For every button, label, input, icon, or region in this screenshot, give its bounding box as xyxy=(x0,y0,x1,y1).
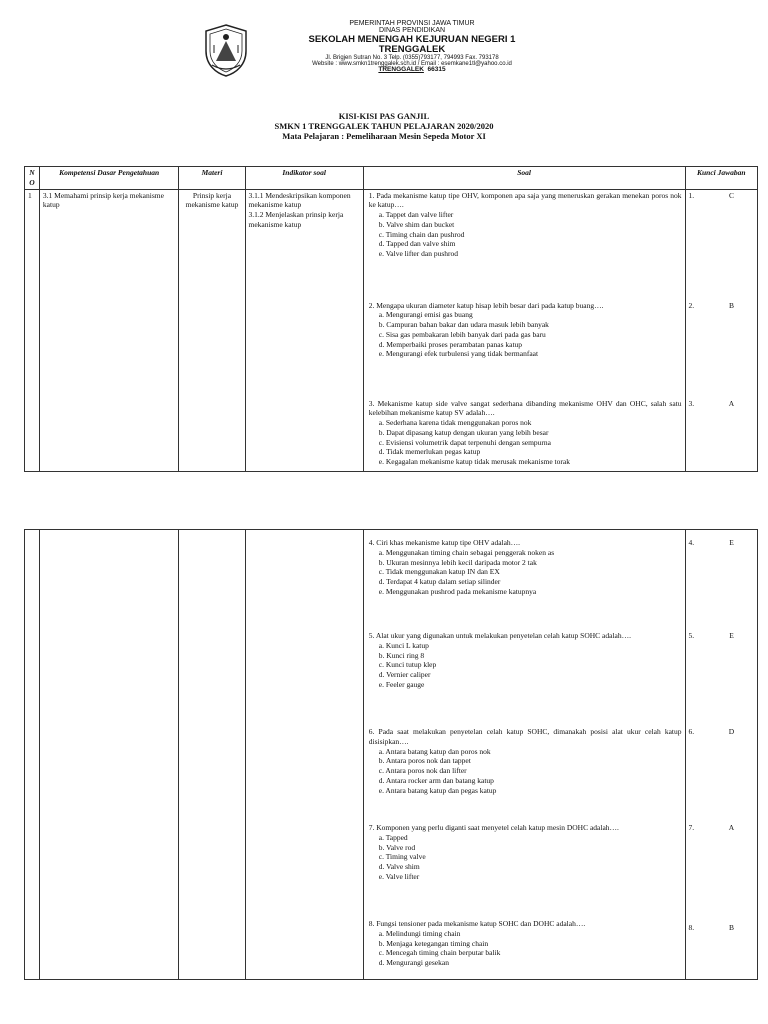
question-7 xyxy=(367,823,682,919)
option-e: e. Valve lifter xyxy=(378,871,420,881)
title-line-3: Mata Pelajaran : Pemeliharaan Mesin Sepeda Motor XI xyxy=(282,131,486,142)
option-list xyxy=(367,929,682,968)
title-line-1: KISI-KISI PAS GANJIL xyxy=(338,111,430,121)
option-b: b. Campuran bahan bakar dan udara masuk lebih banyak xyxy=(378,320,549,329)
kompetensi-cell xyxy=(39,530,179,980)
option-list xyxy=(367,418,682,467)
grid-table-part-2 xyxy=(24,529,758,980)
answer-number: 5. xyxy=(688,631,695,640)
answer-key: A xyxy=(728,398,735,408)
answer-8 xyxy=(689,919,754,933)
answer-6 xyxy=(689,727,754,823)
option-b: b. Dapat dipasang katup dengan ukuran yang lebih besar xyxy=(378,427,549,437)
department-name: DINAS PENDIDIKAN xyxy=(378,27,446,35)
option-d: d. Antara rocker arm dan batang katup xyxy=(378,775,494,785)
question-stem: 4. Ciri khas mekanisme katup tipe OHV adalah…. xyxy=(368,538,521,547)
school-address: Jl. Brigjen Sutran No. 3 Telp. (0355)793177, 794993 Fax. 793178 xyxy=(325,54,499,61)
option-a: a. Sederhana karena tidak menggunakan poros nok xyxy=(378,418,532,427)
kunci-cell xyxy=(685,189,757,471)
answer-3 xyxy=(689,399,754,409)
document-title xyxy=(0,111,768,142)
header-kunci: Kunci Jawaban xyxy=(685,167,757,190)
answer-number: 4. xyxy=(688,538,695,547)
option-list xyxy=(367,641,682,690)
option-c: c. Timing chain dan pushrod xyxy=(378,229,465,239)
option-list xyxy=(367,548,682,597)
answer-key: E xyxy=(729,538,734,547)
option-c: c. Mencegah timing chain berputar balik xyxy=(378,948,501,958)
header-materi: Materi xyxy=(179,167,245,190)
option-a: a. Tapped xyxy=(378,832,408,842)
indikator-cell xyxy=(245,189,363,471)
row-number xyxy=(25,530,40,980)
option-e: e. Antara batang katup dan pegas katup xyxy=(378,785,497,795)
question-stem: 3. Mekanisme katup side valve sangat sederhana dibanding mekanisme OHV dan OHC, salah satu kelebihan mekanisme katup SV adalah…. xyxy=(368,398,682,418)
question-5 xyxy=(367,631,682,727)
option-d: d. Tapped dan valve shim xyxy=(378,239,456,249)
question-stem: 7. Komponen yang perlu diganti saat menyetel celah katup mesin DOHC adalah…. xyxy=(368,823,619,832)
school-city: TRENGGALEK xyxy=(378,43,446,55)
government-name: PEMERINTAH PROVINSI JAWA TIMUR xyxy=(349,20,475,27)
materi-cell: Prinsip kerja mekanisme katup xyxy=(179,189,245,471)
header-no: N O xyxy=(25,167,40,190)
option-e: e. Menggunakan pushrod pada mekanisme katupnya xyxy=(378,586,537,596)
answer-key: C xyxy=(729,190,735,200)
option-e: e. Feeler gauge xyxy=(378,679,425,689)
soal-cell xyxy=(363,189,685,471)
postal-line xyxy=(262,67,562,74)
table-row xyxy=(25,530,758,980)
option-b: b. Antara poros nok dan tappet xyxy=(378,756,471,766)
soal-cell xyxy=(363,530,685,980)
option-b: b. Kunci ring 8 xyxy=(378,650,425,660)
option-b: b. Valve shim dan bucket xyxy=(378,219,455,229)
option-d: d. Tidak memerlukan pegas katup xyxy=(378,447,481,457)
answer-1 xyxy=(689,191,754,301)
question-stem: 8. Fungsi tensioner pada mekanisme katup SOHC dan DOHC adalah…. xyxy=(368,919,586,928)
answer-key: A xyxy=(728,823,735,832)
option-a: a. Kunci L katup xyxy=(378,640,429,650)
answer-key: B xyxy=(729,923,735,932)
question-stem: 5. Alat ukur yang digunakan untuk melakukan penyetelan celah katup SOHC adalah…. xyxy=(368,631,631,640)
option-d: d. Mengurangi gesekan xyxy=(378,958,449,967)
header-indikator: Indikator soal xyxy=(245,167,363,190)
row-number: 1 xyxy=(25,189,40,471)
question-stem: 2. Mengapa ukuran diameter katup hisap lebih besar dari pada katup buang…. xyxy=(368,300,604,310)
option-d: d. Vernier caliper xyxy=(378,670,431,679)
answer-key: B xyxy=(729,300,735,310)
option-a: a. Tappet dan valve lifter xyxy=(378,210,454,219)
answer-5 xyxy=(689,631,754,727)
option-b: b. Valve rod xyxy=(378,842,416,852)
title-line-2: SMKN 1 TRENGGALEK TAHUN PELAJARAN 2020/2020 xyxy=(274,121,494,132)
province-crest-icon xyxy=(202,23,250,77)
option-c: c. Timing valve xyxy=(378,852,426,862)
kompetensi-cell: 3.1 Memahami prinsip kerja mekanisme katup xyxy=(39,189,179,471)
option-c: c. Evisiensi volumetrik dapat terpenuhi dengan sempurna xyxy=(378,437,552,447)
answer-number: 8. xyxy=(688,923,695,932)
school-website: Website : www.smkn1trenggalek.sch.id / Email : esemkane1tl@yahoo.co.id xyxy=(312,60,512,67)
grid-table-part-1 xyxy=(24,166,758,472)
option-list xyxy=(367,747,682,796)
question-8 xyxy=(367,919,682,968)
question-1 xyxy=(367,191,682,301)
materi-cell xyxy=(179,530,245,980)
answer-number: 2. xyxy=(688,300,695,310)
option-d: d. Terdapat 4 katup dalam setiap silinder xyxy=(378,577,501,586)
option-e: e. Mengurangi efek turbulensi yang tidak bermanfaat xyxy=(378,349,539,359)
kunci-cell xyxy=(685,530,757,980)
option-b: b. Ukuran mesinnya lebih kecil daripada motor 2 tak xyxy=(378,557,537,567)
question-3 xyxy=(367,399,682,467)
answer-number: 6. xyxy=(688,727,695,736)
option-c: c. Sisa gas pembakaran lebih banyak dari pada gas baru xyxy=(378,329,546,339)
option-c: c. Antara poros nok dan lifter xyxy=(378,766,467,775)
school-name: SEKOLAH MENENGAH KEJURUAN NEGERI 1 xyxy=(308,33,516,45)
question-6 xyxy=(367,727,682,823)
answer-number: 3. xyxy=(688,398,695,408)
question-2 xyxy=(367,301,682,399)
table-row xyxy=(25,189,758,471)
option-d: d. Valve shim xyxy=(378,862,420,871)
option-list xyxy=(367,310,682,359)
indikator-2: 3.1.2 Menjelaskan prinsip kerja mekanisme katup xyxy=(248,210,344,229)
answer-4 xyxy=(689,538,754,631)
letterhead xyxy=(202,20,564,80)
postal-code: 66315 xyxy=(427,66,446,74)
option-a: a. Melindungi timing chain xyxy=(378,928,461,938)
answer-2 xyxy=(689,301,754,399)
question-stem: 1. Pada mekanisme katup tipe OHV, komponen apa saja yang meneruskan gerakan menekan poros nok ke katup…. xyxy=(368,190,682,210)
question-4 xyxy=(367,538,682,631)
answer-key: E xyxy=(729,631,734,640)
indikator-1: 3.1.1 Mendeskripsikan komponen mekanisme katup xyxy=(248,190,351,210)
option-c: c. Kunci tutup klep xyxy=(378,660,437,670)
question-stem: 6. Pada saat melakukan penyetelan celah katup SOHC, dimanakah posisi alat ukur celah katup disisipkan…. xyxy=(368,727,682,746)
header-kompetensi: Kompetensi Dasar Pengetahuan xyxy=(39,167,179,190)
answer-number: 7. xyxy=(688,823,695,832)
answer-7 xyxy=(689,823,754,919)
option-list xyxy=(367,833,682,882)
option-a: a. Mengurangi emisi gas buang xyxy=(378,310,473,320)
option-a: a. Menggunakan timing chain sebagai penggerak noken as xyxy=(378,547,555,557)
option-c: c. Tidak menggunakan katup IN dan EX xyxy=(378,567,500,577)
table-header-row xyxy=(25,167,758,190)
answer-key: D xyxy=(728,727,735,736)
answer-number: 1. xyxy=(688,190,695,200)
option-e: e. Kegagalan mekanisme katup tidak merusak mekanisme torak xyxy=(378,457,570,466)
indikator-cell xyxy=(245,530,363,980)
option-a: a. Antara batang katup dan poros nok xyxy=(378,746,491,756)
letterhead-text xyxy=(262,20,562,74)
header-soal: Soal xyxy=(363,167,685,190)
option-list xyxy=(367,210,682,259)
postal-city: TRENGGALEK xyxy=(378,66,424,74)
option-d: d. Memperbaiki proses perambatan panas katup xyxy=(378,339,523,349)
option-b: b. Menjaga ketegangan timing chain xyxy=(378,938,489,948)
option-e: e. Valve lifter dan pushrod xyxy=(378,249,458,258)
